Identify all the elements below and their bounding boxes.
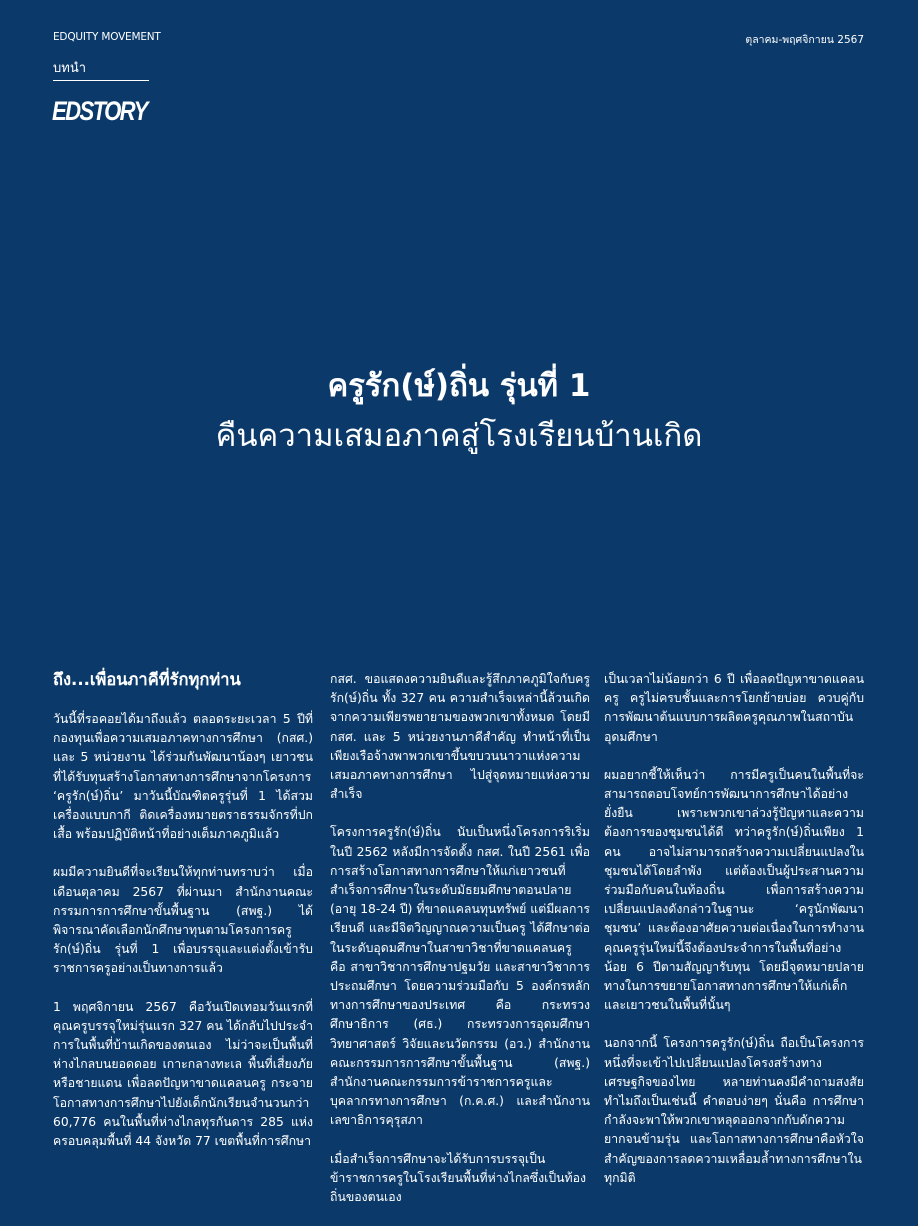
- issue-date: ตุลาคม-พฤศจิกายน 2567: [745, 34, 864, 46]
- paragraph: นอกจากนี้ โครงการครูรัก(ษ์)ถิ่น ถือเป็นโครงการหนึ่งที่จะเข้าไปเปลี่ยนแปลงโครงสร้างทางเศรษฐกิจของไทย หลายท่านคงมีคำถามสงสัยทำไมถึงเป็นเช่นนี้ คำตอบง่ายๆ นั่นคือ การศึกษากำลังจะพาให้พวกเขาหลุดออกจากกับดักความยากจนข้ามรุ่น และโอกาสทางการศึกษาคือหัวใจสำคัญของการลดความเหลื่อมล้ำทางการศึกษาในทุกมิติ: [604, 1036, 864, 1185]
- edstory-logo: EDSTORY: [52, 96, 147, 126]
- publication-name: EDQUITY MOVEMENT: [53, 31, 161, 43]
- letter-salutation: ถึง...เพื่อนภาคีที่รักทุกท่าน: [53, 670, 241, 689]
- paragraph: โครงการครูรัก(ษ์)ถิ่น นับเป็นหนึ่งโครงการริเริ่มในปี 2562 หลังมีการจัดตั้ง กสศ. ในปี 2561 เพื่อการสร้างโอกาสทางการศึกษาให้แก่เยาวชนที่สำเร็จการศึกษาในระดับมัธยมศึกษาตอนปลาย (อายุ 18-24 ปี) ที่ขาดแคลนทุนทรัพย์ แต่มีผลการเรียนดี และมีจิตวิญญาณความเป็นครู ได้ศึกษาต่อในระดับอุดมศึกษาในสาขาวิชาที่ขาดแคลนครู คือ สาขาวิชาการศึกษาปฐมวัย และสาขาวิชาการประถมศึกษา โดยความร่วมมือกับ 5 องค์กรหลักทางการศึกษาของประเทศ คือ กระทรวงศึกษาธิการ (ศธ.) กระทรวงการอุดมศึกษา วิทยาศาสตร์ วิจัยและนวัตกรรม (อว.) สำนักงานคณะกรรมการการศึกษาขั้นพื้นฐาน (สพฐ.) สำนักงานคณะกรรมการข้าราชการครูและบุคลากรทางการศึกษา (ก.ค.ศ.) และสำนักงานเลขาธิการคุรุสภา: [330, 825, 591, 1128]
- paragraph: วันนี้ที่รอคอยได้มาถึงแล้ว ตลอดระยะเวลา 5 ปีที่กองทุนเพื่อความเสมอภาคทางการศึกษา (กสศ.) และ 5 หน่วยงาน ได้ร่วมกันพัฒนาน้องๆ เยาวชนที่ได้รับทุนสร้างโอกาสทางการศึกษาจากโครงการ ‘ครูรัก(ษ์)ถิ่น’ มาวันนี้บัณฑิตครูรุ่นที่ 1 ได้สวมเครื่องแบบกากี ติดเครื่องหมายตราธรรมจักรที่ปกเสื้อ พร้อมปฏิบัติหน้าที่อย่างเต็มภาคภูมิแล้ว: [53, 712, 313, 842]
- paragraph: เป็นเวลาไม่น้อยกว่า 6 ปี เพื่อลดปัญหาขาดแคลนครู ครูไม่ครบชั้นและการโยกย้ายบ่อย ควบคู่กับการพัฒนาต้นแบบการผลิตครูคุณภาพในสถาบันอุดมศึกษา: [604, 672, 864, 744]
- paragraph: ผมอยากชี้ให้เห็นว่า การมีครูเป็นคนในพื้นที่จะสามารถตอบโจทย์การพัฒนาการศึกษาได้อย่างยั่งยืน เพราะพวกเขาล่วงรู้ปัญหาและความต้องการของชุมชนได้ดี ทว่าครูรัก(ษ์)ถิ่นเพียง 1 คน อาจไม่สามารถสร้างความเปลี่ยนแปลงในชุมชนได้โดยลำพัง แต่ต้องเป็นผู้ประสานความร่วมมือกับคนในท้องถิ่น เพื่อการสร้างความเปลี่ยนแปลงดังกล่าวในฐานะ ‘ครูนักพัฒนาชุมชน’ และต้องอาศัยความต่อเนื่องในการทำงาน คุณครูรุ่นใหม่นี้จึงต้องประจำการในพื้นที่อย่างน้อย 6 ปีตามสัญญารับทุน โดยมีจุดหมายปลายทางในการขยายโอกาสทางการศึกษาให้แก่เด็กและเยาวชนในพื้นที่นั้นๆ: [604, 767, 864, 1013]
- paragraph: ผมมีความยินดีที่จะเรียนให้ทุกท่านทราบว่า เมื่อเดือนตุลาคม 2567 ที่ผ่านมา สำนักงานคณะกรรมการการศึกษาขั้นพื้นฐาน (สพฐ.) ได้พิจารณาคัดเลือกนักศึกษาทุนตามโครงการครูรัก(ษ์)ถิ่น รุ่นที่ 1 เพื่อบรรจุและแต่งตั้งเข้ารับราชการครูอย่างเป็นทางการแล้ว: [53, 865, 313, 976]
- paragraph: 1 พฤศจิกายน 2567 คือวันเปิดเทอมวันแรกที่คุณครูบรรจุใหม่รุ่นแรก 327 คน ได้กลับไปประจำการในพื้นที่บ้านเกิดของตนเอง ไม่ว่าจะเป็นพื้นที่ห่างไกลบนยอดดอย เกาะกลางทะเล พื้นที่เสี่ยงภัยหรือชายแดน เพื่อลดปัญหาขาดแคลนครู กระจายโอกาสทางการศึกษาไปยังเด็กนักเรียนจำนวนกว่า 60,776 คนในพื้นที่ห่างไกลทุรกันดาร 285 แห่ง ครอบคลุมพื้นที่ 44 จังหวัด 77 เขตพื้นที่การศึกษา: [53, 999, 313, 1149]
- article-subtitle: คืนความเสมอภาคสู่โรงเรียนบ้านเกิด: [215, 418, 703, 454]
- paragraph: กสศ. ขอแสดงความยินดีและรู้สึกภาคภูมิใจกับครูรัก(ษ์)ถิ่น ทั้ง 327 คน ความสำเร็จเหล่านี้ล้วนเกิดจากความเพียรพยายามของพวกเขาทั้งหมด โดยมี กสศ. และ 5 หน่วยงานภาคีสำคัญ ทำหน้าที่เป็นเพียงเรือจ้างพาพวกเขาขึ้นขบวนนาวาแห่งความเสมอภาคทางการศึกษา ไปสู่จุดหมายแห่งความสำเร็จ: [330, 672, 590, 802]
- column-2: [330, 670, 590, 1226]
- section-label: บทนำ: [53, 61, 87, 76]
- paragraph: เมื่อสำเร็จการศึกษาจะได้รับการบรรจุเป็นข้าราชการครูในโรงเรียนพื้นที่ห่างไกลซึ่งเป็นท้องถิ่นของตนเอง: [330, 1151, 587, 1205]
- section-divider: [53, 80, 149, 81]
- column-3: [604, 670, 864, 1207]
- column-1: [53, 670, 313, 1170]
- article-title: ครูรัก(ษ์)ถิ่น รุ่นที่ 1: [327, 368, 591, 404]
